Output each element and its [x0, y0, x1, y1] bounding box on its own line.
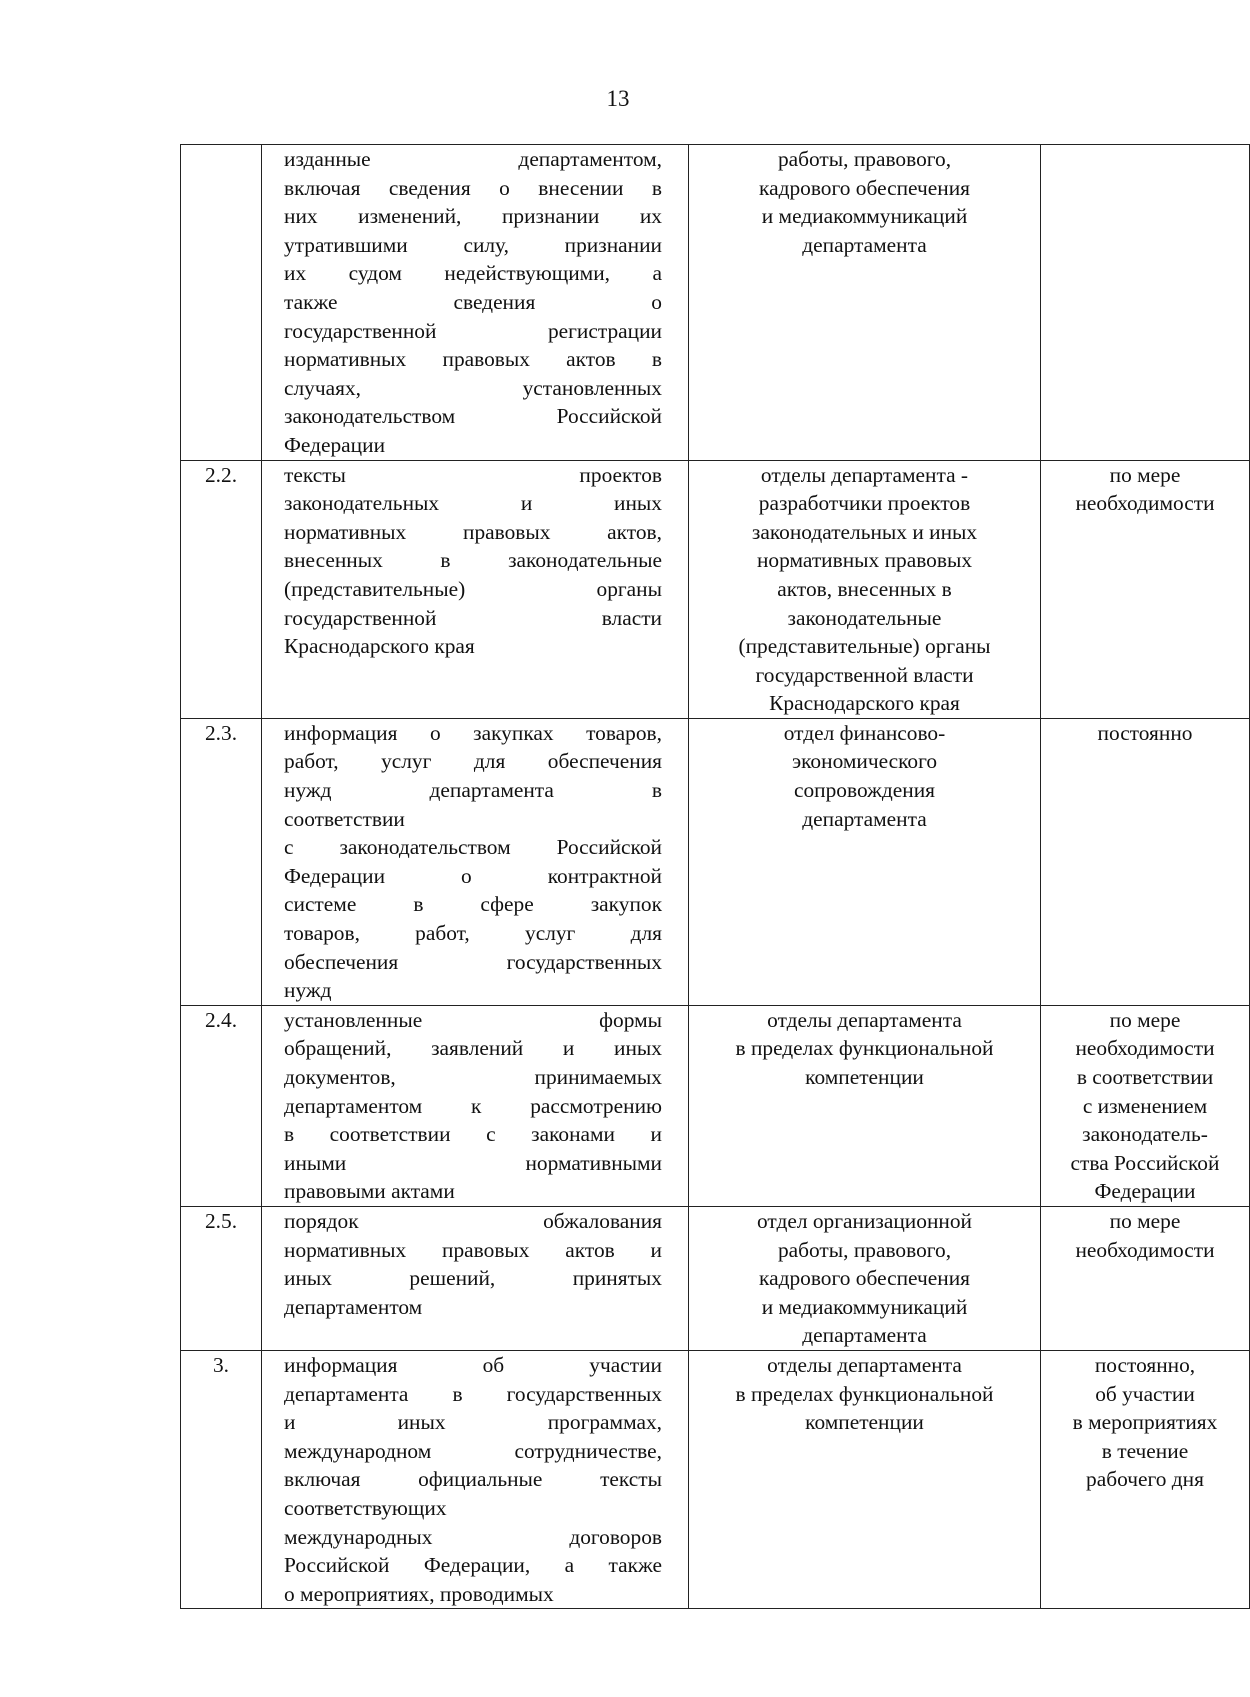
content-cell-line: включая официальные тексты: [284, 1467, 662, 1492]
content-cell-line: департаментом: [284, 1294, 423, 1319]
content-cell-line: о мероприятиях, проводимых: [284, 1581, 554, 1606]
content-cell-line: государственной власти: [284, 605, 662, 630]
content-cell-line: соответствующих: [284, 1495, 447, 1520]
content-cell-line: тексты проектов: [284, 462, 662, 487]
responsible-cell: [689, 1005, 1041, 1206]
term-cell-line: рабочего дня: [1086, 1467, 1204, 1492]
responsible-cell: [689, 460, 1041, 718]
row-number-cell: 2.2.: [181, 460, 262, 718]
content-cell-line: включая сведения о внесении в: [284, 175, 662, 200]
responsible-cell-line: в пределах функциональной: [735, 1381, 994, 1406]
table-body: [181, 145, 1250, 1609]
term-cell-line: в мероприятиях: [1072, 1410, 1218, 1435]
responsible-cell-line: государственной власти: [755, 662, 974, 687]
table-row: [181, 718, 1250, 1005]
responsible-cell-line: отделы департамента: [767, 1352, 962, 1377]
term-cell-line: с изменением: [1082, 1093, 1208, 1118]
responsible-cell-line: разработчики проектов: [758, 491, 971, 516]
table-row: [181, 1005, 1250, 1206]
responsible-cell: [689, 1350, 1041, 1608]
term-cell-line: в течение: [1101, 1438, 1189, 1463]
content-cell-line: и иных программах,: [284, 1410, 662, 1435]
table-row: [181, 1350, 1250, 1608]
content-cell-line: случаях, установленных: [284, 375, 662, 400]
content-cell-line: нормативных правовых актов в: [284, 347, 662, 372]
content-cell-line: обращений, заявлений и иных: [284, 1036, 662, 1061]
content-cell-line: товаров, работ, услуг для: [284, 921, 662, 946]
responsible-cell-line: отдел финансово-: [783, 720, 946, 745]
responsible-cell-line: законодательных и иных: [751, 519, 978, 544]
term-cell-line: законодатель-: [1082, 1122, 1208, 1147]
content-cell-line: обеспечения государственных: [284, 949, 662, 974]
responsible-cell-line: компетенции: [805, 1065, 924, 1089]
content-cell-line: Российской Федерации, а также: [284, 1553, 662, 1578]
term-cell: [1041, 460, 1250, 718]
content-cell-line: внесенных в законодательные: [284, 548, 662, 573]
term-cell: [1041, 718, 1250, 1005]
content-cell-line: законодательных и иных: [284, 491, 662, 516]
row-number-cell: 2.3.: [181, 718, 262, 1005]
responsible-cell-line: законодательные: [787, 605, 942, 630]
content-cell-line: информация о закупках товаров,: [284, 720, 662, 745]
responsible-cell-line: департамента: [802, 1323, 927, 1348]
content-cell-line: нужд: [284, 978, 332, 1003]
responsible-cell-line: отдел организационной: [756, 1208, 972, 1233]
content-cell-line: правовыми актами: [284, 1179, 455, 1204]
content-cell-line: установленные формы: [284, 1007, 662, 1032]
responsible-cell-line: Краснодарского края: [769, 691, 960, 716]
term-cell: [1041, 1005, 1250, 1206]
term-cell-line: постоянно,: [1094, 1352, 1196, 1377]
content-cell: [262, 1206, 689, 1350]
responsible-cell-line: компетенции: [805, 1410, 924, 1435]
responsible-cell-line: отделы департамента -: [760, 462, 969, 487]
content-cell-line: законодательством Российской: [284, 404, 662, 429]
content-cell-line: Краснодарского края: [284, 634, 475, 659]
term-cell-line: ства Российской: [1070, 1150, 1220, 1175]
responsible-cell-line: департамента: [802, 232, 927, 257]
page-number: 13: [606, 86, 630, 111]
term-cell: [1041, 145, 1250, 461]
content-cell-line: изданные департаментом,: [284, 147, 662, 171]
content-cell-line: нормативных правовых актов и: [284, 1237, 662, 1262]
responsible-cell-line: кадрового обеспечения: [759, 1266, 970, 1291]
responsible-cell-line: работы, правового,: [777, 1237, 952, 1262]
content-cell-line: них изменений, признании их: [284, 204, 662, 229]
content-cell: [262, 1350, 689, 1608]
term-cell: [1041, 1350, 1250, 1608]
content-cell: [262, 460, 689, 718]
content-cell-line: Федерации о контрактной: [284, 863, 662, 888]
content-cell-line: иных решений, принятых: [284, 1266, 662, 1291]
responsible-cell-line: экономического: [791, 749, 938, 774]
term-cell-line: необходимости: [1075, 1237, 1215, 1262]
responsible-cell-line: в пределах функциональной: [735, 1036, 994, 1061]
content-cell-line: информация об участии: [284, 1352, 662, 1377]
content-cell-line: порядок обжалования: [284, 1208, 662, 1233]
content-cell-line: департаментом к рассмотрению: [284, 1093, 662, 1118]
content-cell: [262, 145, 689, 461]
term-cell-line: по мере: [1109, 1208, 1181, 1233]
term-cell-line: по мере: [1109, 1007, 1181, 1032]
document-table: [180, 144, 1250, 1609]
content-cell-line: международных договоров: [284, 1524, 662, 1549]
term-cell-line: в соответствии: [1076, 1065, 1214, 1089]
responsible-cell-line: кадрового обеспечения: [759, 175, 970, 200]
responsible-cell: [689, 145, 1041, 461]
table-row: [181, 1206, 1250, 1350]
content-cell-line: (представительные) органы: [284, 576, 662, 601]
row-number-cell: 3.: [181, 1350, 262, 1608]
responsible-cell-line: работы, правового,: [777, 147, 952, 171]
term-cell-line: постоянно: [1097, 720, 1193, 745]
table-row: [181, 460, 1250, 718]
responsible-cell-line: и медиакоммуникаций: [761, 204, 968, 229]
responsible-cell: [689, 718, 1041, 1005]
content-cell-line: нужд департамента в: [284, 778, 662, 803]
content-cell: [262, 718, 689, 1005]
content-cell-line: системе в сфере закупок: [284, 892, 662, 917]
content-cell-line: их судом недействующими, а: [284, 261, 662, 286]
responsible-cell-line: и медиакоммуникаций: [761, 1294, 968, 1319]
term-cell-line: об участии: [1095, 1381, 1195, 1406]
responsible-cell-line: отделы департамента: [767, 1007, 962, 1032]
term-cell-line: по мере: [1109, 462, 1181, 487]
row-number-cell: 2.5.: [181, 1206, 262, 1350]
content-cell-line: утратившими силу, признании: [284, 232, 662, 257]
content-cell-line: государственной регистрации: [284, 318, 662, 343]
table-row: [181, 145, 1250, 461]
term-cell: [1041, 1206, 1250, 1350]
term-cell-line: необходимости: [1075, 491, 1215, 516]
responsible-cell-line: (представительные) органы: [738, 634, 991, 659]
row-number-cell: [181, 145, 262, 461]
content-cell: [262, 1005, 689, 1206]
content-cell-line: работ, услуг для обеспечения: [284, 749, 662, 774]
content-cell-line: соответствии: [284, 806, 405, 831]
content-cell-line: документов, принимаемых: [284, 1065, 662, 1089]
responsible-cell-line: нормативных правовых: [756, 548, 973, 573]
content-cell-line: Федерации: [284, 432, 386, 457]
responsible-cell: [689, 1206, 1041, 1350]
row-number-cell: 2.4.: [181, 1005, 262, 1206]
responsible-cell-line: сопровождения: [793, 778, 936, 803]
responsible-cell-line: актов, внесенных в: [777, 576, 952, 601]
content-cell-line: с законодательством Российской: [284, 835, 662, 860]
content-cell-line: международном сотрудничестве,: [284, 1438, 662, 1463]
content-cell-line: в соответствии с законами и: [284, 1122, 662, 1147]
content-cell-line: департамента в государственных: [284, 1381, 662, 1406]
term-cell-line: необходимости: [1075, 1036, 1215, 1061]
term-cell-line: Федерации: [1094, 1179, 1196, 1204]
content-cell-line: также сведения о: [284, 289, 662, 314]
content-cell-line: иными нормативными: [284, 1150, 662, 1175]
content-cell-line: нормативных правовых актов,: [284, 519, 662, 544]
responsible-cell-line: департамента: [802, 806, 927, 831]
